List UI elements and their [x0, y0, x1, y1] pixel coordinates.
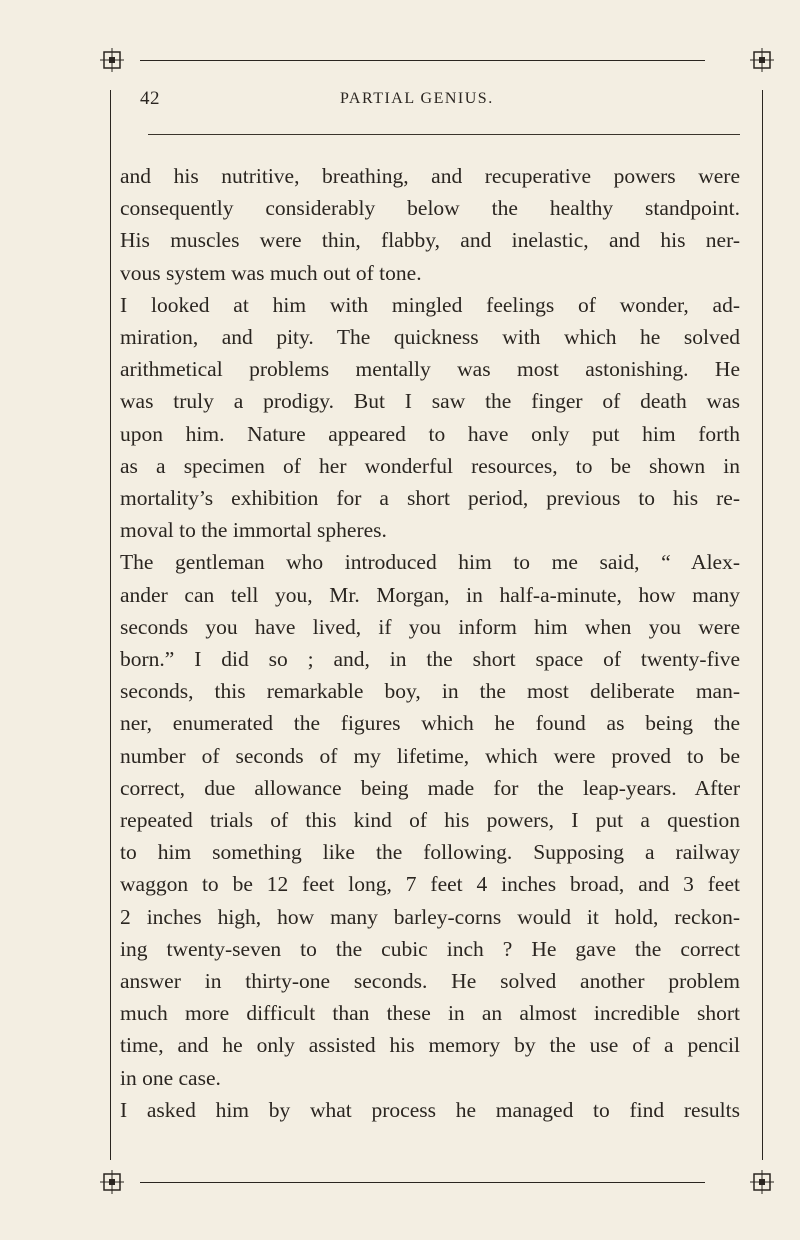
text-line: consequently considerably below the healthy standpoint.: [120, 196, 740, 221]
text-line: seconds, this remarkable boy, in the most deliberate man-: [120, 679, 740, 704]
body-text: [120, 160, 740, 1126]
corner-ornament-bottom-right: [750, 1170, 774, 1194]
border-bottom-line: [140, 1182, 705, 1183]
text-line: was truly a prodigy. But I saw the finger of death was: [120, 389, 740, 414]
corner-ornament-top-right: [750, 48, 774, 72]
text-line: time, and he only assisted his memory by the use of a pencil: [120, 1033, 740, 1058]
border-left-line: [110, 90, 111, 1160]
text-line: ander can tell you, Mr. Morgan, in half-a-minute, how many: [120, 582, 740, 607]
border-top-line: [140, 60, 705, 61]
header-rule: [148, 134, 740, 135]
text-line: waggon to be 12 feet long, 7 feet 4 inches broad, and 3 feet: [120, 872, 740, 897]
text-line: answer in thirty-one seconds. He solved another problem: [120, 969, 740, 994]
corner-ornament-top-left: [100, 48, 124, 72]
text-line: to him something like the following. Supposing a railway: [120, 840, 740, 865]
text-line: miration, and pity. The quickness with which he solved: [120, 325, 740, 350]
text-line: moval to the immortal spheres.: [120, 518, 387, 543]
text-line: upon him. Nature appeared to have only put him forth: [120, 421, 740, 446]
page-header: [140, 88, 740, 114]
text-line: vous system was much out of tone.: [120, 260, 422, 285]
border-right-line: [762, 90, 763, 1160]
corner-ornament-bottom-left: [100, 1170, 124, 1194]
running-title: PARTIAL GENIUS.: [340, 90, 494, 107]
text-line: much more difficult than these in an almost incredible short: [120, 1001, 740, 1026]
text-line: and his nutritive, breathing, and recuperative powers were: [120, 164, 740, 188]
text-line: correct, due allowance being made for the leap-years. After: [120, 775, 740, 800]
text-line: The gentleman who introduced him to me said, “ Alex-: [120, 550, 740, 575]
text-line: as a specimen of her wonderful resources, to be shown in: [120, 453, 740, 478]
text-line: born.” I did so ; and, in the short space of twenty-five: [120, 647, 740, 672]
text-line: ing twenty-seven to the cubic inch ? He gave the correct: [120, 936, 740, 961]
text-line: mortality’s exhibition for a short period, previous to his re-: [120, 486, 740, 511]
text-line: arithmetical problems mentally was most astonishing. He: [120, 357, 740, 382]
text-line: repeated trials of this kind of his powers, I put a question: [120, 808, 740, 833]
text-line: I looked at him with mingled feelings of wonder, ad-: [120, 292, 740, 317]
text-line: 2 inches high, how many barley-corns would it hold, reckon-: [120, 904, 740, 929]
text-line: ner, enumerated the figures which he found as being the: [120, 711, 740, 736]
page-number: 42: [140, 88, 160, 109]
text-line: seconds you have lived, if you inform him when you were: [120, 614, 740, 639]
text-line: in one case.: [120, 1065, 221, 1090]
text-line: I asked him by what process he managed to find results: [120, 1097, 740, 1122]
text-line: His muscles were thin, flabby, and inelastic, and his ner-: [120, 228, 740, 253]
text-line: number of seconds of my lifetime, which were proved to be: [120, 743, 740, 768]
